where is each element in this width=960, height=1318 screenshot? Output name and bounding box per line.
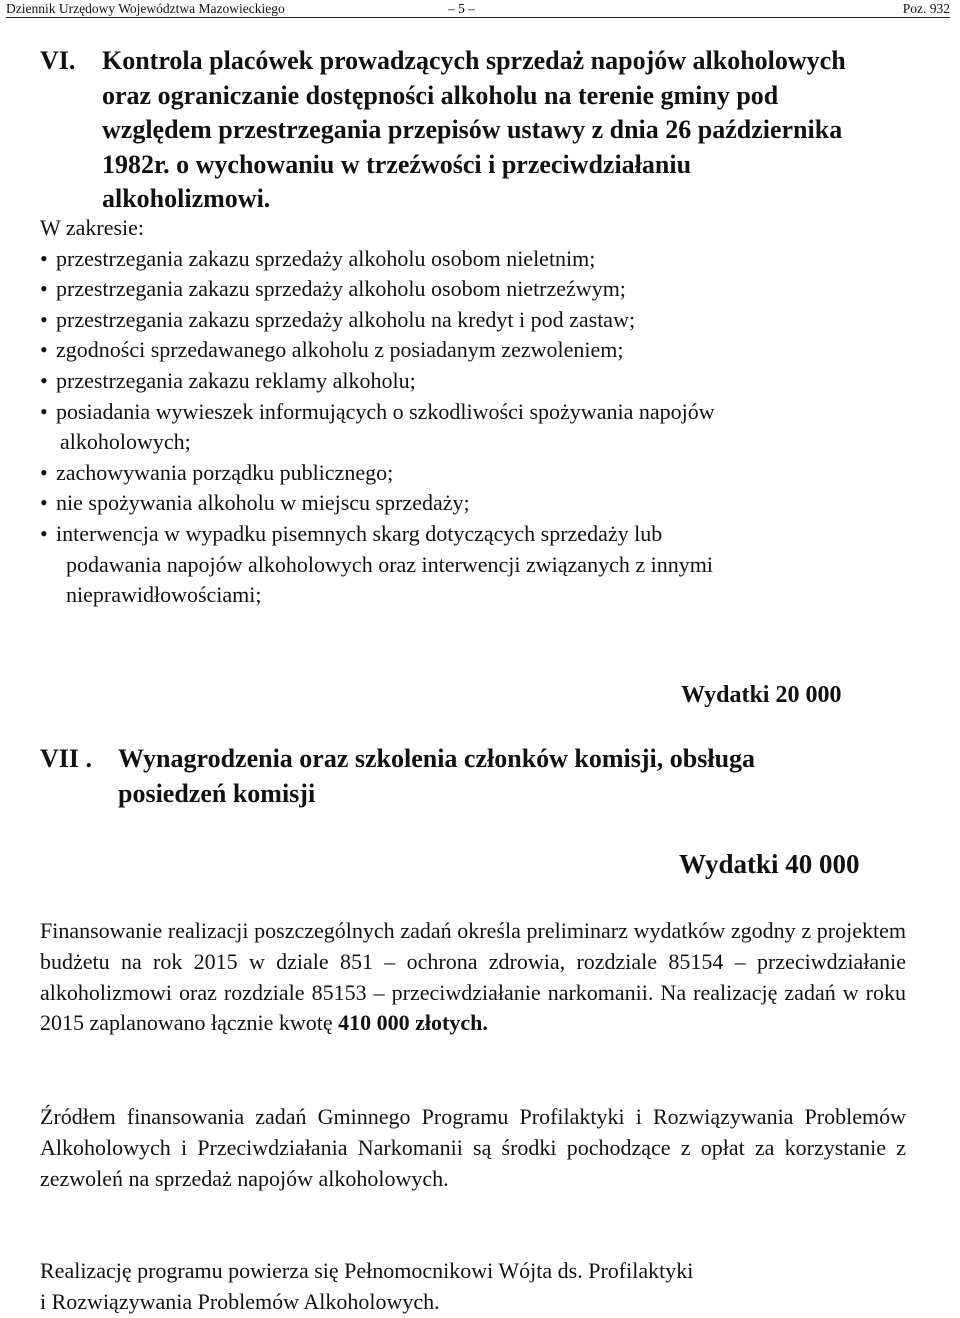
realization-paragraph (40, 1256, 906, 1318)
section-vi-title: Kontrola placówek prowadzących sprzedaż napojów alkoholowych oraz ograniczanie dostępności alkoholu na terenie gminy pod względem przestrzegania przepisów ustawy z dnia 26 października 1982r. o wychowaniu w trzeźwości i przeciwdziałaniu alkoholizmowi. (102, 46, 846, 213)
scope-list (40, 244, 920, 611)
section-vi-scope (40, 213, 920, 611)
list-item-text: zgodności sprzedawanego alkoholu z posiadanym zezwoleniem; (56, 337, 624, 363)
list-item-text: przestrzegania zakazu reklamy alkoholu; (56, 367, 416, 393)
bullet-icon: • (40, 306, 48, 332)
funding-sources-paragraph: Źródłem finansowania zadań Gminnego Programu Profilaktyki i Rozwiązywania Problemów Alkoholowych i Przeciwdziałania Narkomanii są środki pochodzące z opłat za korzystanie z zezwoleń na sprzedaż napojów alkoholowych. (40, 1104, 906, 1191)
list-item (40, 244, 920, 275)
section-vii-heading (40, 742, 860, 811)
page-header (6, 0, 950, 18)
list-item (40, 488, 920, 519)
bullet-icon: • (40, 337, 48, 363)
page-number: – 5 – (448, 1, 475, 16)
bullet-icon: • (40, 245, 48, 271)
bullet-icon: • (40, 520, 48, 546)
header-rule (6, 17, 950, 18)
scope-label: W zakresie: (40, 215, 145, 240)
section-vii-expense: Wydatki 40 000 (679, 849, 860, 879)
realization-line-1: Realizację programu powierza się Pełnomocnikowi Wójta ds. Profilaktyki (40, 1258, 694, 1283)
journal-title: Dziennik Urzędowy Województwa Mazowieckiego (6, 1, 285, 16)
list-item-continuation: alkoholowych; (60, 429, 191, 455)
position-number: Poz. 932 (902, 1, 950, 16)
list-item (40, 519, 920, 611)
section-vi-heading (40, 44, 860, 217)
list-item (40, 274, 920, 305)
section-vi-expense: Wydatki 20 000 (681, 682, 842, 708)
list-item (40, 335, 920, 366)
list-item-text: posiadania wywieszek informujących o szkodliwości spożywania napojów (56, 398, 715, 424)
financing-text: Finansowanie realizacji poszczególnych zadań określa preliminarz wydatków zgodny z projektem budżetu na rok 2015 w dziale 851 – ochrona zdrowia, rozdziale 85154 – przeciwdziałanie alkoholizmowi oraz rozdziale 85153 – przeciwdziałanie narkomanii. Na realizację zadań w roku 2015 zaplanowano łącznie kwotę (40, 918, 906, 1036)
bullet-icon: • (40, 398, 48, 424)
section-vii-number: VII . (40, 744, 93, 773)
financing-amount: 410 000 złotych. (338, 1010, 488, 1036)
list-item-text: zachowywania porządku publicznego; (56, 459, 394, 485)
list-item-text: przestrzegania zakazu sprzedaży alkoholu na kredyt i pod zastaw; (56, 306, 636, 332)
list-item-text: przestrzegania zakazu sprzedaży alkoholu osobom nietrzeźwym; (56, 276, 626, 302)
bullet-icon: • (40, 459, 48, 485)
list-item (40, 458, 920, 489)
section-vii-title: Wynagrodzenia oraz szkolenia członków komisji, obsługa posiedzeń komisji (118, 744, 756, 808)
list-item-text: przestrzegania zakazu sprzedaży alkoholu osobom nieletnim; (56, 245, 596, 271)
list-item-continuation: nieprawidłowościami; (66, 582, 262, 608)
bullet-icon: • (40, 276, 48, 302)
financing-paragraph (40, 916, 906, 1039)
list-item (40, 366, 920, 397)
list-item-text: nie spożywania alkoholu w miejscu sprzedaży; (56, 490, 470, 516)
list-item-text: interwencja w wypadku pisemnych skarg dotyczących sprzedaży lub (56, 520, 663, 546)
list-item (40, 397, 920, 458)
realization-line-2: i Rozwiązywania Problemów Alkoholowych. (40, 1288, 440, 1314)
list-item-continuation: podawania napojów alkoholowych oraz interwencji związanych z innymi (66, 551, 713, 577)
bullet-icon: • (40, 490, 48, 516)
section-vi-number: VI. (40, 46, 76, 75)
bullet-icon: • (40, 367, 48, 393)
list-item (40, 305, 920, 336)
